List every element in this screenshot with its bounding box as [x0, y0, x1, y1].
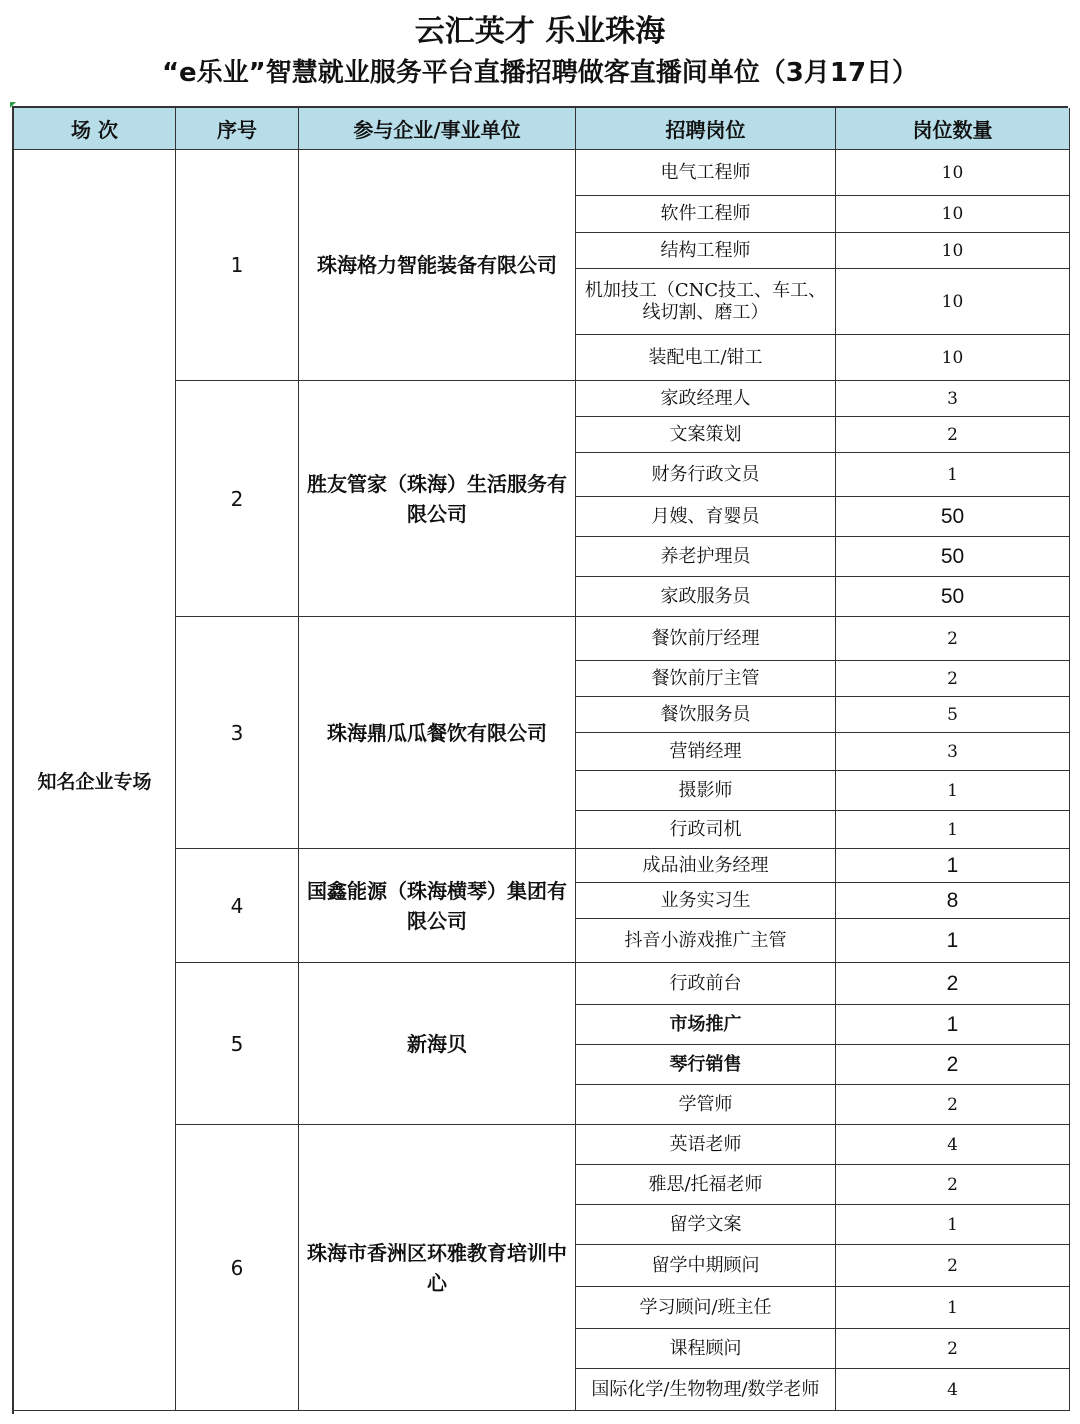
company-name: 国鑫能源（珠海横琴）集团有限公司	[299, 849, 576, 963]
count-cell: 8	[836, 883, 1070, 919]
company-name: 胜友管家（珠海）生活服务有限公司	[299, 381, 576, 617]
position-cell: 软件工程师	[576, 196, 836, 233]
count-cell: 1	[836, 1205, 1070, 1245]
session-cell: 知名企业专场	[14, 150, 176, 1411]
position-cell: 餐饮前厅主管	[576, 661, 836, 697]
position-cell: 机加技工（CNC技工、车工、线切割、磨工）	[576, 269, 836, 335]
position-cell: 国际化学/生物物理/数学老师	[576, 1369, 836, 1411]
count-cell: 1	[836, 849, 1070, 883]
recruitment-table	[12, 106, 1068, 1414]
position-cell: 雅思/托福老师	[576, 1165, 836, 1205]
position-cell: 留学中期顾问	[576, 1245, 836, 1287]
count-cell: 2	[836, 1165, 1070, 1205]
position-cell: 行政前台	[576, 963, 836, 1005]
position-cell: 行政司机	[576, 811, 836, 849]
company-name: 新海贝	[299, 963, 576, 1125]
count-cell: 2	[836, 417, 1070, 453]
count-cell: 2	[836, 617, 1070, 661]
count-cell: 50	[836, 537, 1070, 577]
count-cell: 3	[836, 381, 1070, 417]
count-cell: 50	[836, 497, 1070, 537]
position-cell: 学管师	[576, 1085, 836, 1125]
seq-cell: 2	[176, 381, 299, 617]
position-cell: 抖音小游戏推广主管	[576, 919, 836, 963]
count-cell: 10	[836, 335, 1070, 381]
count-cell: 2	[836, 1045, 1070, 1085]
position-cell: 摄影师	[576, 771, 836, 811]
position-cell: 业务实习生	[576, 883, 836, 919]
count-cell: 2	[836, 661, 1070, 697]
count-cell: 2	[836, 963, 1070, 1005]
count-cell: 50	[836, 577, 1070, 617]
position-cell: 结构工程师	[576, 233, 836, 269]
header-session: 场 次	[14, 108, 176, 150]
count-cell: 1	[836, 1287, 1070, 1329]
position-cell: 餐饮前厅经理	[576, 617, 836, 661]
count-cell: 1	[836, 771, 1070, 811]
count-cell: 10	[836, 269, 1070, 335]
position-cell: 市场推广	[576, 1005, 836, 1045]
count-cell: 1	[836, 453, 1070, 497]
company-name: 珠海市香洲区环雅教育培训中心	[299, 1125, 576, 1411]
header-position: 招聘岗位	[576, 108, 836, 150]
count-cell: 1	[836, 1005, 1070, 1045]
seq-cell: 6	[176, 1125, 299, 1411]
position-cell: 留学文案	[576, 1205, 836, 1245]
position-cell: 学习顾问/班主任	[576, 1287, 836, 1329]
count-cell: 4	[836, 1369, 1070, 1411]
header-seq: 序号	[176, 108, 299, 150]
count-cell: 2	[836, 1329, 1070, 1369]
position-cell: 成品油业务经理	[576, 849, 836, 883]
position-cell: 营销经理	[576, 733, 836, 771]
position-cell: 家政经理人	[576, 381, 836, 417]
header-company: 参与企业/事业单位	[299, 108, 576, 150]
seq-cell: 1	[176, 150, 299, 381]
position-cell: 财务行政文员	[576, 453, 836, 497]
seq-cell: 4	[176, 849, 299, 963]
count-cell: 1	[836, 811, 1070, 849]
count-cell: 1	[836, 919, 1070, 963]
count-cell: 2	[836, 1245, 1070, 1287]
position-cell: 文案策划	[576, 417, 836, 453]
count-cell: 5	[836, 697, 1070, 733]
position-cell: 养老护理员	[576, 537, 836, 577]
page-title: 云汇英才 乐业珠海	[414, 14, 666, 49]
position-cell: 家政服务员	[576, 577, 836, 617]
position-cell: 英语老师	[576, 1125, 836, 1165]
count-cell: 2	[836, 1085, 1070, 1125]
position-cell: 餐饮服务员	[576, 697, 836, 733]
count-cell: 10	[836, 233, 1070, 269]
position-cell: 月嫂、育婴员	[576, 497, 836, 537]
seq-cell: 5	[176, 963, 299, 1125]
count-cell: 3	[836, 733, 1070, 771]
company-name: 珠海格力智能装备有限公司	[299, 150, 576, 381]
count-cell: 10	[836, 150, 1070, 196]
position-cell: 电气工程师	[576, 150, 836, 196]
seq-cell: 3	[176, 617, 299, 849]
position-cell: 琴行销售	[576, 1045, 836, 1085]
count-cell: 10	[836, 196, 1070, 233]
position-cell: 装配电工/钳工	[576, 335, 836, 381]
header-count: 岗位数量	[836, 108, 1070, 150]
page-subtitle: “e乐业”智慧就业服务平台直播招聘做客直播间单位（3月17日）	[161, 58, 919, 88]
position-cell: 课程顾问	[576, 1329, 836, 1369]
company-name: 珠海鼎瓜瓜餐饮有限公司	[299, 617, 576, 849]
count-cell: 4	[836, 1125, 1070, 1165]
